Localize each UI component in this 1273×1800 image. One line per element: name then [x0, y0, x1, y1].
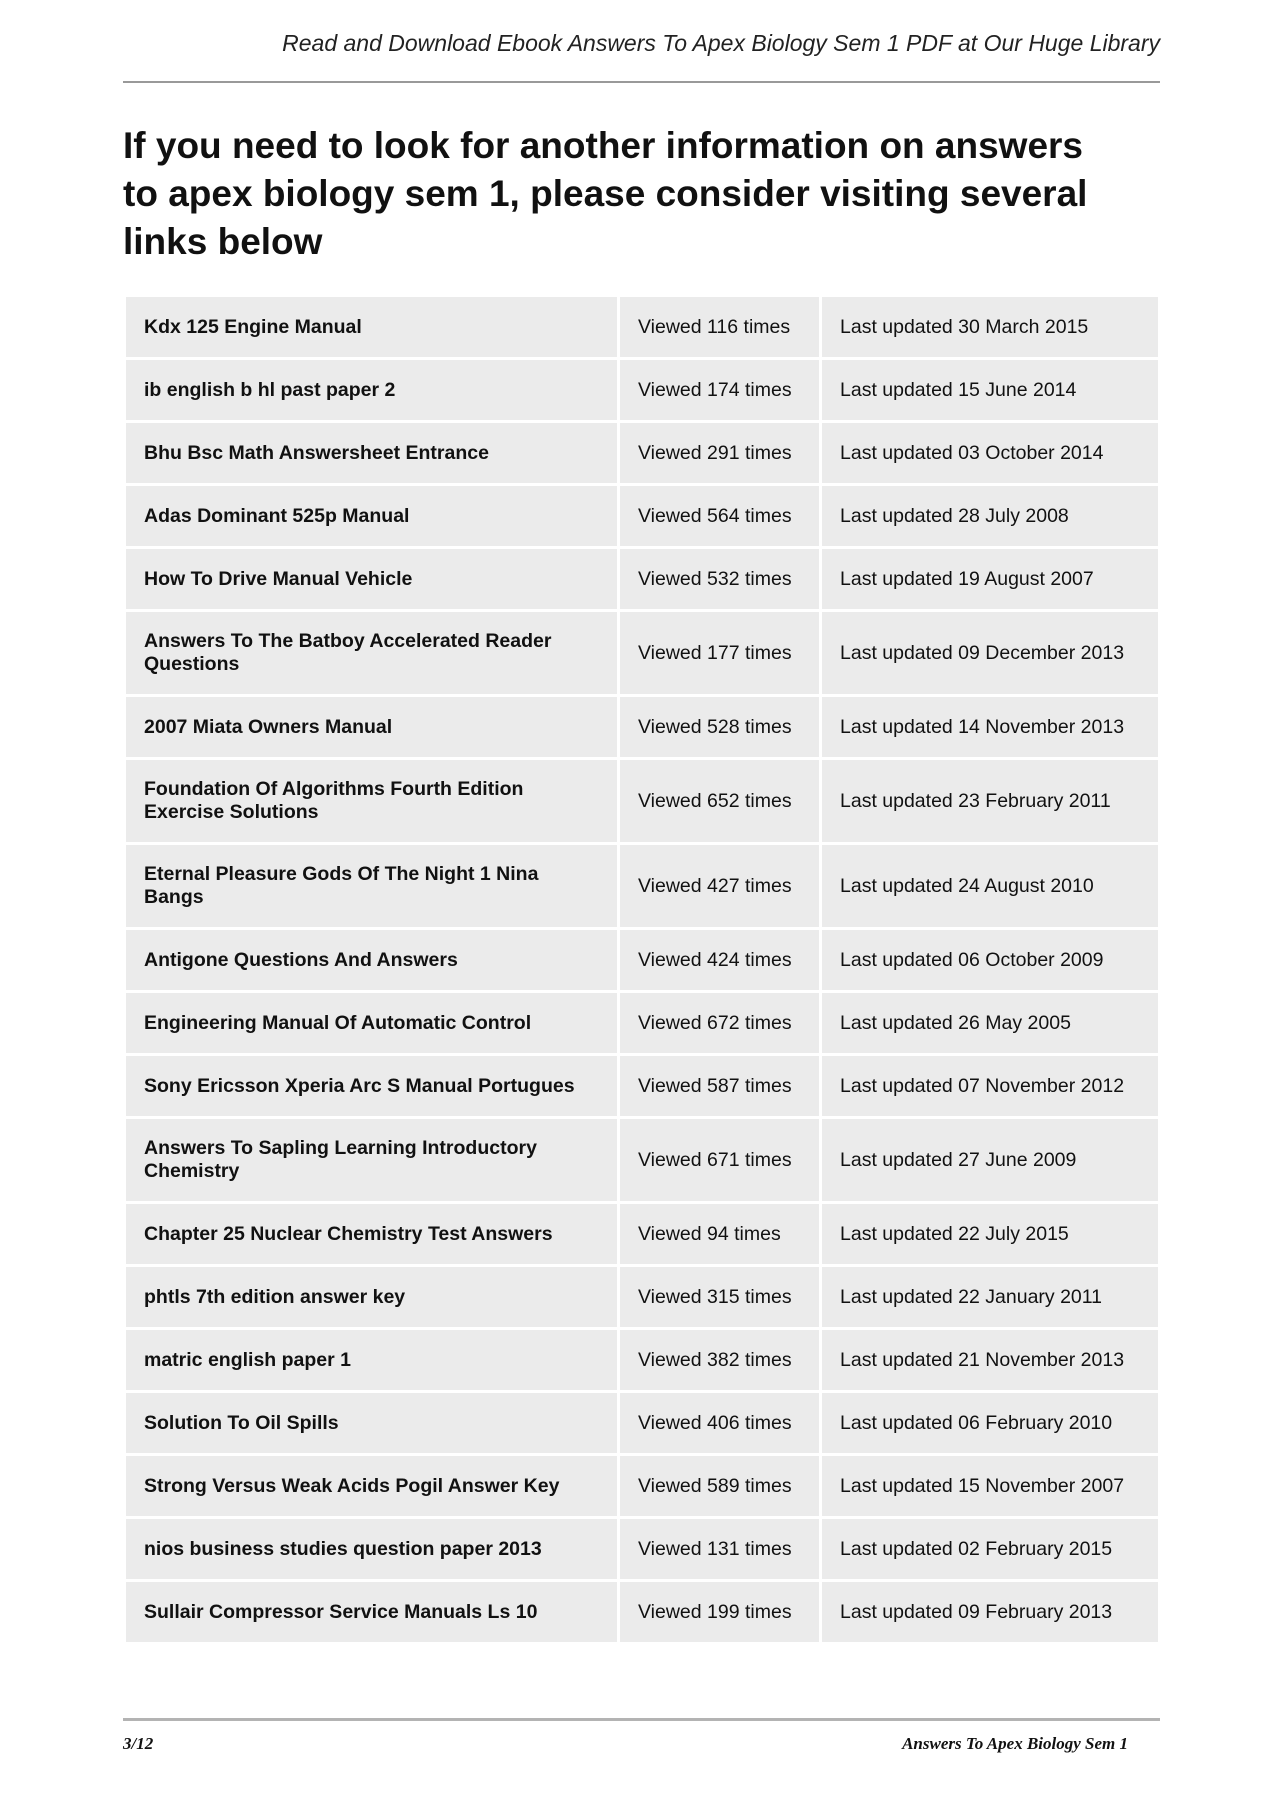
- last-updated: Last updated 26 May 2005: [822, 993, 1158, 1053]
- table-row: [126, 1204, 1158, 1264]
- footer-title: Answers To Apex Biology Sem 1: [902, 1734, 1128, 1753]
- view-count: Viewed 424 times: [620, 930, 819, 990]
- link-title[interactable]: matric english paper 1: [126, 1330, 617, 1390]
- last-updated: Last updated 22 July 2015: [822, 1204, 1158, 1264]
- page-title: If you need to look for another information on answers to apex biology sem 1, please consider visiting several links below: [123, 125, 1088, 262]
- view-count: Viewed 174 times: [620, 360, 819, 420]
- table-row: [126, 1582, 1158, 1642]
- view-count: Viewed 199 times: [620, 1582, 819, 1642]
- link-title[interactable]: Solution To Oil Spills: [126, 1393, 617, 1453]
- last-updated: Last updated 19 August 2007: [822, 549, 1158, 609]
- last-updated: Last updated 28 July 2008: [822, 486, 1158, 546]
- last-updated: Last updated 15 June 2014: [822, 360, 1158, 420]
- link-title[interactable]: Answers To The Batboy Accelerated Reader Questions: [126, 612, 617, 694]
- view-count: Viewed 94 times: [620, 1204, 819, 1264]
- view-count: Viewed 315 times: [620, 1267, 819, 1327]
- last-updated: Last updated 06 February 2010: [822, 1393, 1158, 1453]
- last-updated: Last updated 27 June 2009: [822, 1119, 1158, 1201]
- link-title[interactable]: Chapter 25 Nuclear Chemistry Test Answers: [126, 1204, 617, 1264]
- last-updated: Last updated 21 November 2013: [822, 1330, 1158, 1390]
- view-count: Viewed 291 times: [620, 423, 819, 483]
- table-row: [126, 612, 1158, 694]
- last-updated: Last updated 09 February 2013: [822, 1582, 1158, 1642]
- last-updated: Last updated 07 November 2012: [822, 1056, 1158, 1116]
- table-row: [126, 1267, 1158, 1327]
- last-updated: Last updated 03 October 2014: [822, 423, 1158, 483]
- table-row: [126, 697, 1158, 757]
- last-updated: Last updated 14 November 2013: [822, 697, 1158, 757]
- view-count: Viewed 382 times: [620, 1330, 819, 1390]
- link-title[interactable]: 2007 Miata Owners Manual: [126, 697, 617, 757]
- table-row: [126, 1330, 1158, 1390]
- link-title[interactable]: Foundation Of Algorithms Fourth Edition Exercise Solutions: [126, 760, 617, 842]
- view-count: Viewed 528 times: [620, 697, 819, 757]
- link-title[interactable]: nios business studies question paper 2013: [126, 1519, 617, 1579]
- table-row: [126, 1519, 1158, 1579]
- last-updated: Last updated 24 August 2010: [822, 845, 1158, 927]
- last-updated: Last updated 22 January 2011: [822, 1267, 1158, 1327]
- view-count: Viewed 652 times: [620, 760, 819, 842]
- link-title[interactable]: Sony Ericsson Xperia Arc S Manual Portugues: [126, 1056, 617, 1116]
- last-updated: Last updated 09 December 2013: [822, 612, 1158, 694]
- table-row: [126, 1119, 1158, 1201]
- page-number: 3/12: [123, 1734, 154, 1753]
- view-count: Viewed 589 times: [620, 1456, 819, 1516]
- link-title[interactable]: Adas Dominant 525p Manual: [126, 486, 617, 546]
- table-row: [126, 1456, 1158, 1516]
- link-title[interactable]: Antigone Questions And Answers: [126, 930, 617, 990]
- table-row: [126, 930, 1158, 990]
- view-count: Viewed 177 times: [620, 612, 819, 694]
- view-count: Viewed 116 times: [620, 297, 819, 357]
- table-row: [126, 845, 1158, 927]
- last-updated: Last updated 23 February 2011: [822, 760, 1158, 842]
- view-count: Viewed 672 times: [620, 993, 819, 1053]
- link-title[interactable]: Bhu Bsc Math Answersheet Entrance: [126, 423, 617, 483]
- view-count: Viewed 671 times: [620, 1119, 819, 1201]
- table-row: [126, 549, 1158, 609]
- table-row: [126, 993, 1158, 1053]
- table-row: [126, 760, 1158, 842]
- link-title[interactable]: Engineering Manual Of Automatic Control: [126, 993, 617, 1053]
- link-title[interactable]: How To Drive Manual Vehicle: [126, 549, 617, 609]
- view-count: Viewed 532 times: [620, 549, 819, 609]
- last-updated: Last updated 02 February 2015: [822, 1519, 1158, 1579]
- table-row: [126, 423, 1158, 483]
- header-divider: [123, 81, 1160, 83]
- table-row: [126, 360, 1158, 420]
- table-row: [126, 297, 1158, 357]
- link-title[interactable]: phtls 7th edition answer key: [126, 1267, 617, 1327]
- link-title[interactable]: Kdx 125 Engine Manual: [126, 297, 617, 357]
- link-title[interactable]: Eternal Pleasure Gods Of The Night 1 Nina Bangs: [126, 845, 617, 927]
- table-row: [126, 1056, 1158, 1116]
- link-title[interactable]: Sullair Compressor Service Manuals Ls 10: [126, 1582, 617, 1642]
- table-row: [126, 1393, 1158, 1453]
- view-count: Viewed 587 times: [620, 1056, 819, 1116]
- view-count: Viewed 131 times: [620, 1519, 819, 1579]
- view-count: Viewed 406 times: [620, 1393, 819, 1453]
- last-updated: Last updated 30 March 2015: [822, 297, 1158, 357]
- view-count: Viewed 427 times: [620, 845, 819, 927]
- last-updated: Last updated 06 October 2009: [822, 930, 1158, 990]
- link-title[interactable]: Strong Versus Weak Acids Pogil Answer Key: [126, 1456, 617, 1516]
- link-title[interactable]: ib english b hl past paper 2: [126, 360, 617, 420]
- last-updated: Last updated 15 November 2007: [822, 1456, 1158, 1516]
- links-table: [123, 294, 1161, 1645]
- footer-divider: [123, 1718, 1160, 1721]
- page-header: Read and Download Ebook Answers To Apex Biology Sem 1 PDF at Our Huge Library: [282, 30, 1160, 56]
- view-count: Viewed 564 times: [620, 486, 819, 546]
- table-row: [126, 486, 1158, 546]
- link-title[interactable]: Answers To Sapling Learning Introductory Chemistry: [126, 1119, 617, 1201]
